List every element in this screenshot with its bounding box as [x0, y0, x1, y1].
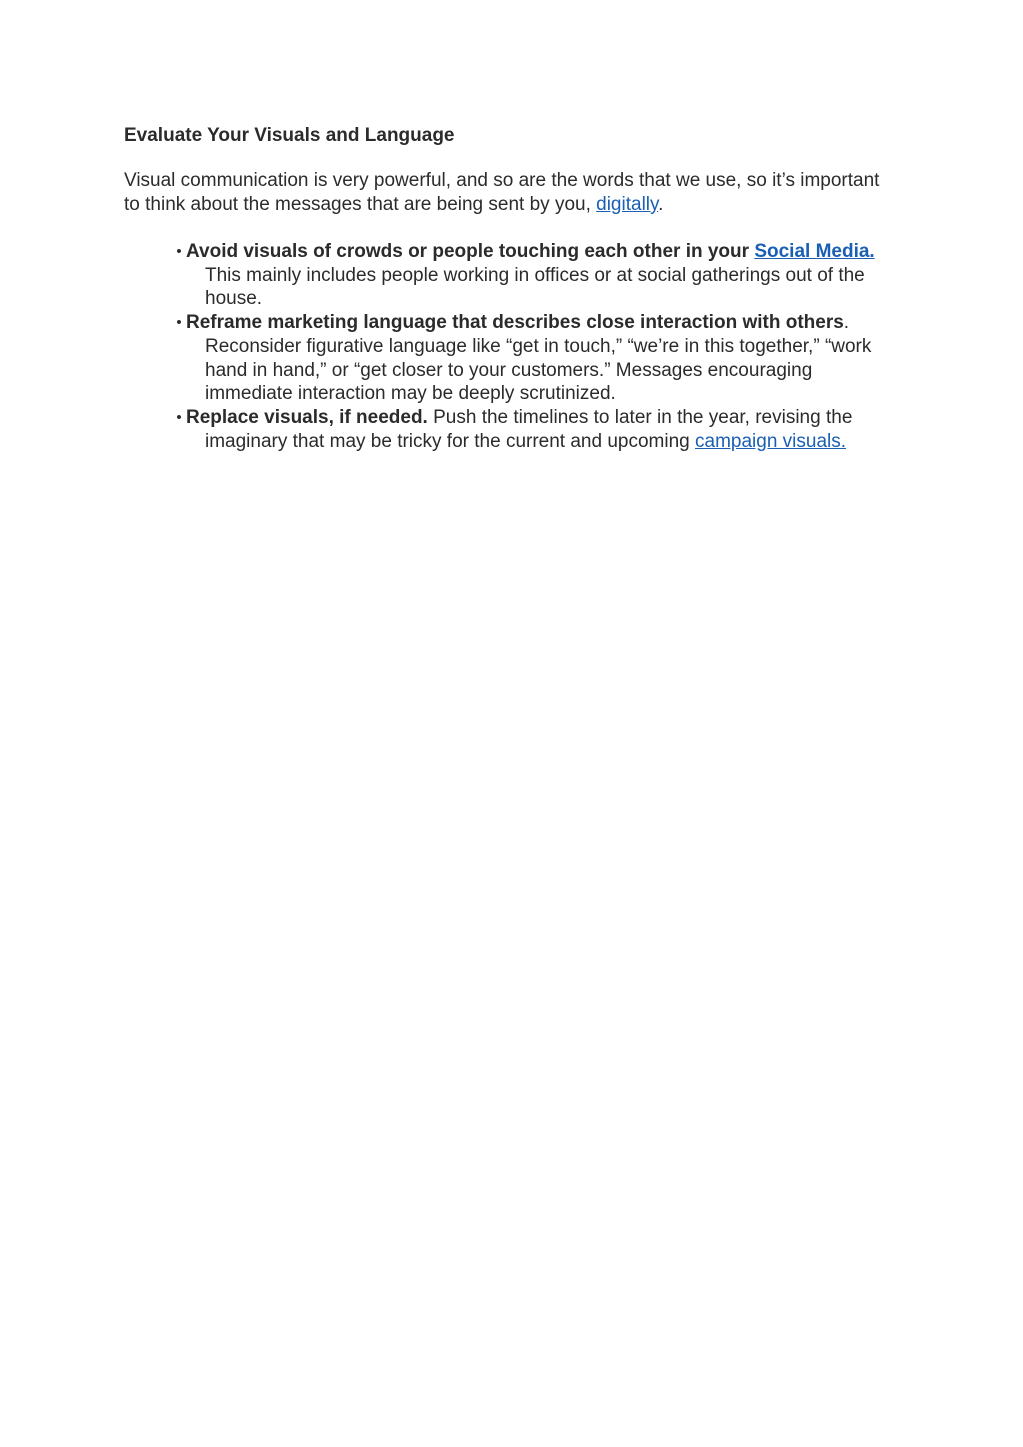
list-item [172, 240, 902, 311]
page-title: Evaluate Your Visuals and Language [124, 125, 455, 146]
bullet-lead: Reframe marketing language that describes close interaction with others [186, 312, 844, 334]
bullet-text: This mainly includes people working in offices or at social gatherings out of the house. [205, 264, 865, 310]
bullet-lead: Avoid visuals of crowds or people touching each other in your [186, 241, 755, 262]
intro-text: Visual communication is very powerful, and so are the words that we use, so it’s important to think about the messages that are being sent by you, [124, 170, 880, 215]
bullet-icon: • [176, 314, 182, 332]
intro-end: . [658, 194, 664, 215]
bullet-text: Push the timelines to later in the year, revising the imaginary that may be tricky for the current and upcoming [205, 406, 853, 452]
list-item [172, 406, 902, 453]
bullet-icon: • [176, 243, 182, 260]
bullet-lead: Replace visuals, if needed. [186, 406, 428, 428]
social-media-link[interactable]: Social Media. [754, 241, 875, 262]
intro-paragraph [124, 169, 894, 217]
digitally-link[interactable]: digitally [596, 194, 659, 215]
bullet-icon: • [176, 408, 182, 426]
campaign-visuals-link[interactable]: campaign visuals. [695, 430, 847, 452]
bullet-text: . Reconsider figurative language like “get in touch,” “we’re in this together,” “work hand in hand,” or “get closer to your customers.” Messages encouraging immediate interaction may be deeply scrutinized. [205, 312, 872, 405]
list-item [172, 311, 902, 406]
bullet-list [172, 240, 902, 453]
